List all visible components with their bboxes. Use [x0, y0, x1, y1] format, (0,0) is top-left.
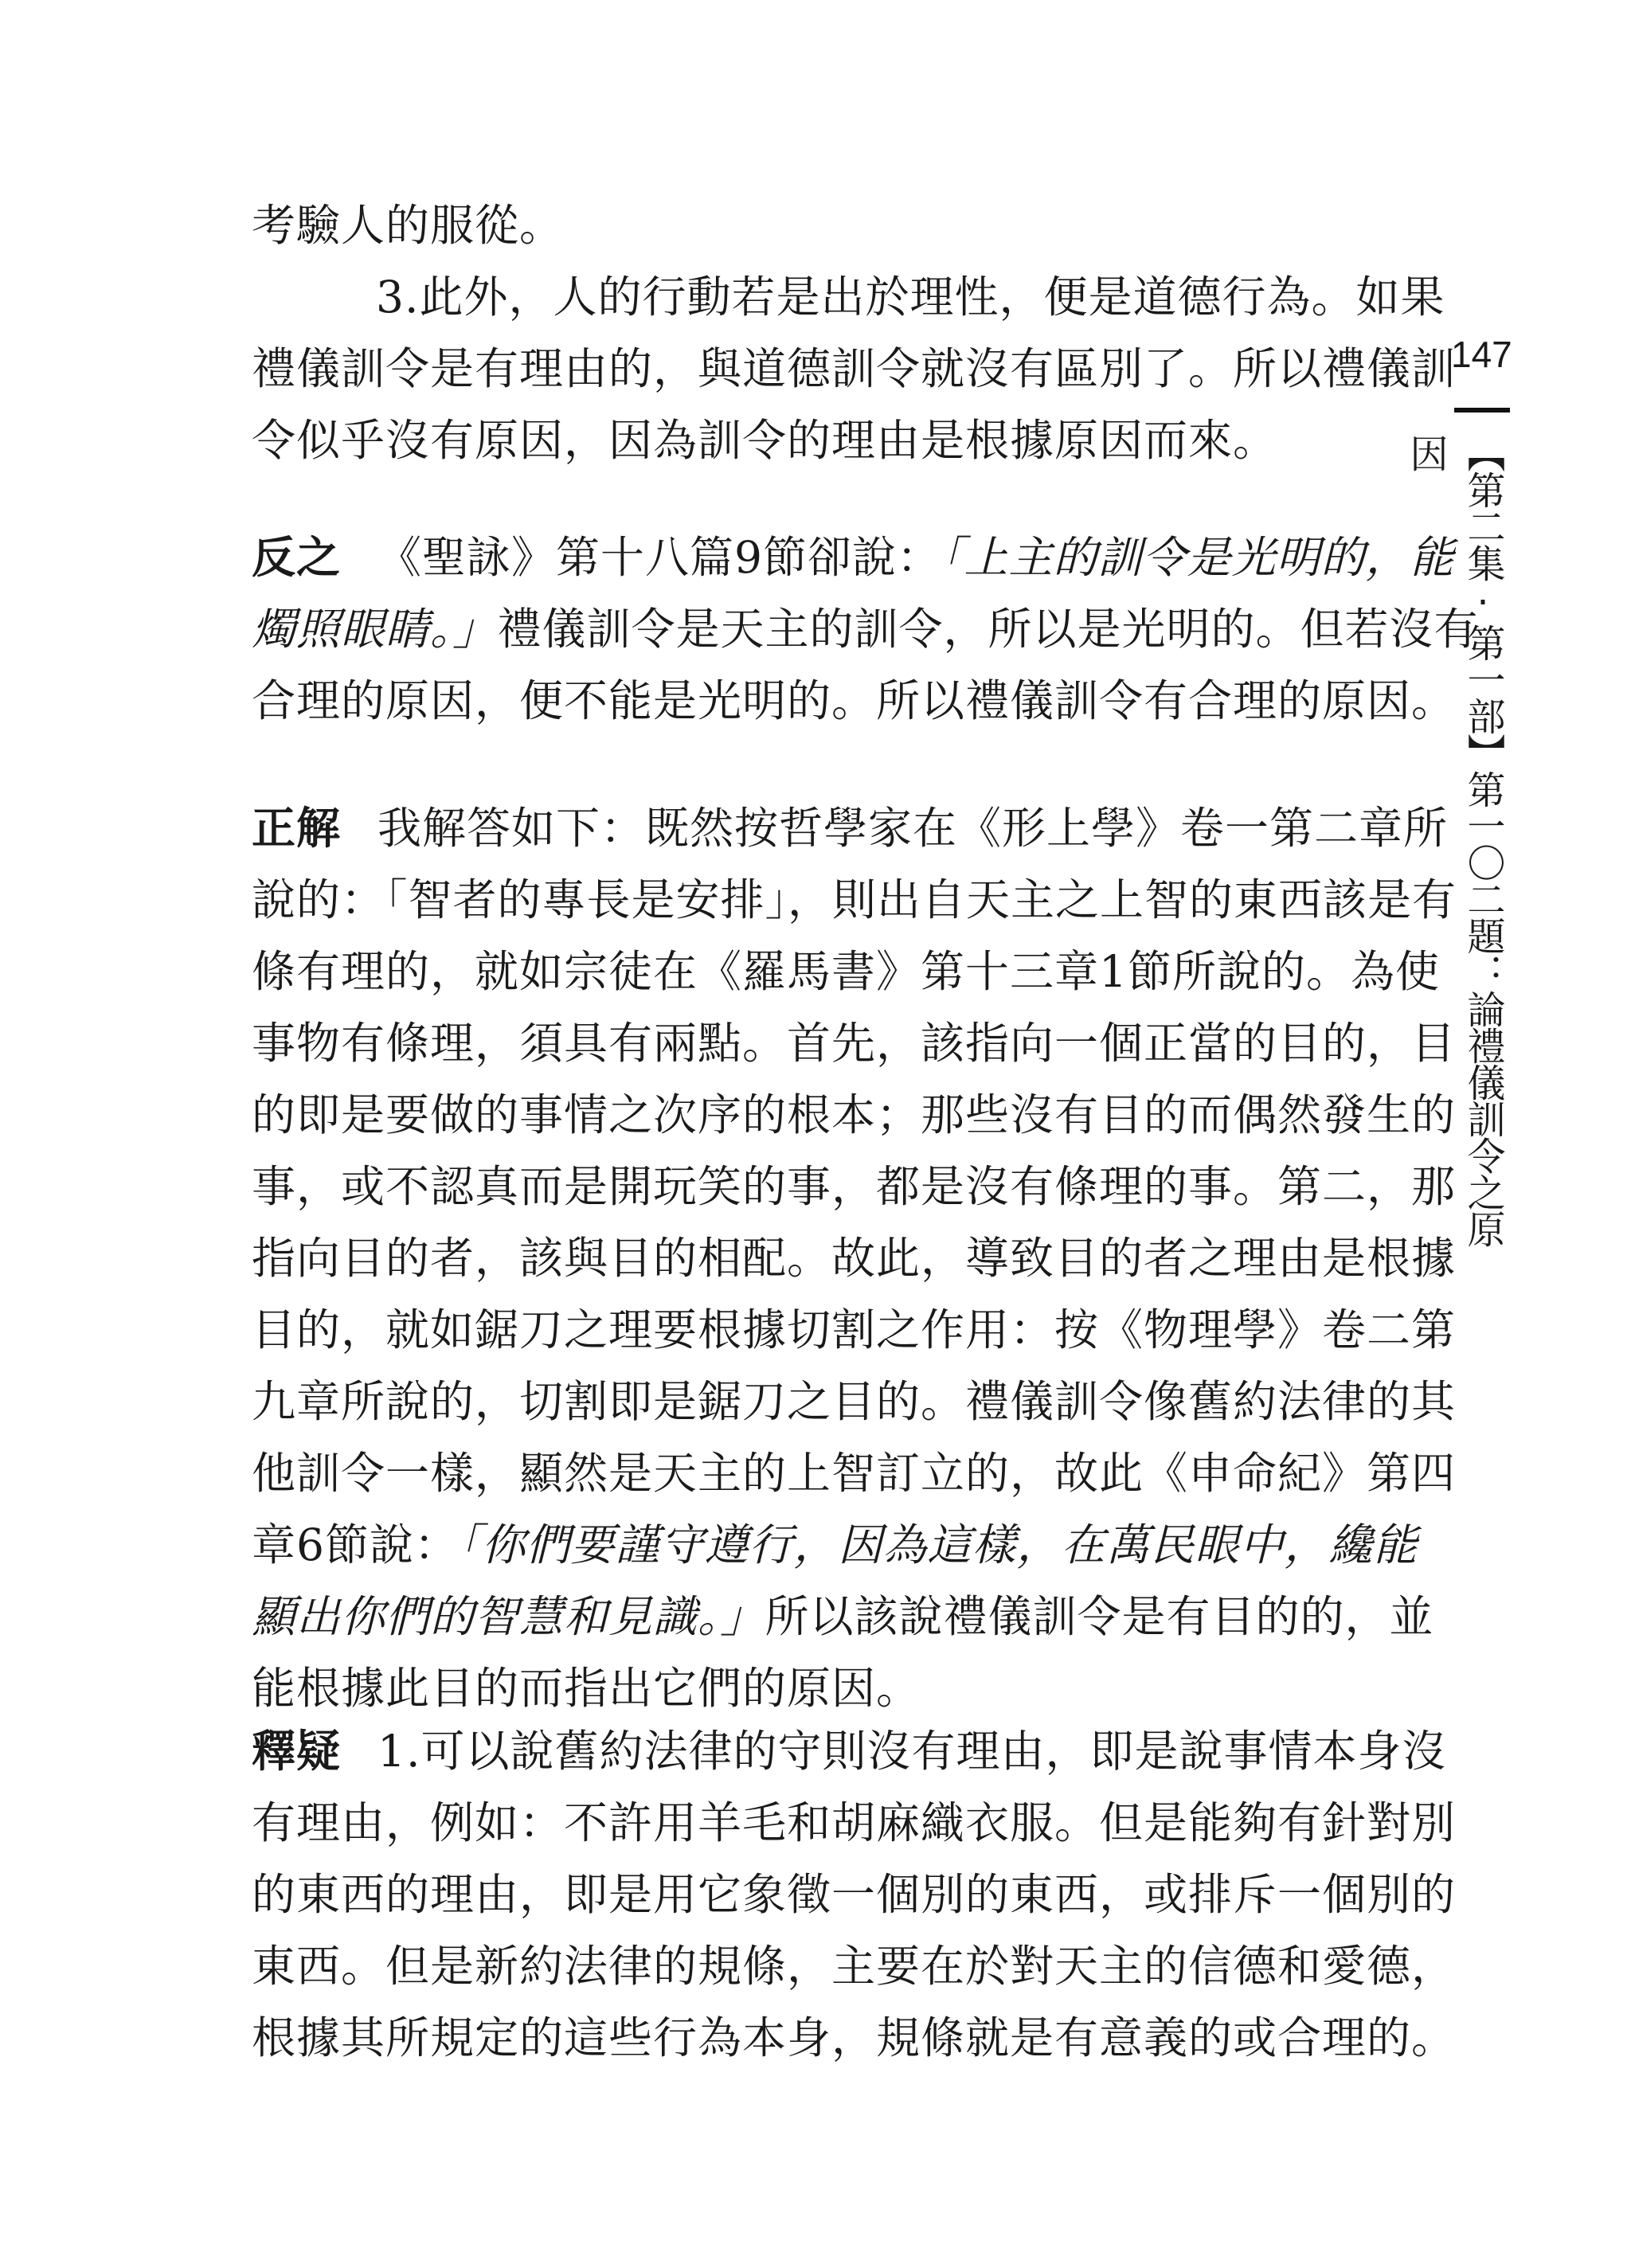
scripture-quote: 顯出你們的智慧和見識。」 — [252, 1591, 765, 1642]
section-heading-ad-primum: 釋疑 — [252, 1726, 342, 1777]
text-line: 事物有條理，須具有兩點。首先，該指向一個正當的目的，目 — [252, 1018, 1457, 1069]
text-span: 《聖詠》第十八篇9節卻說： — [377, 532, 942, 583]
text-line: 九章所說的，切割即是鋸刀之目的。禮儀訓令像舊約法律的其 — [252, 1376, 1457, 1427]
paragraph-sed-contra — [252, 522, 1479, 737]
text-line: 他訓令一樣，顯然是天主的上智訂立的，故此《申命紀》第四 — [252, 1448, 1457, 1499]
text-span: 1.可以說舊約法律的守則沒有理由，即是說事情本身沒 — [377, 1726, 1447, 1777]
margin-rule — [1454, 408, 1510, 413]
text-span: 章6節說： — [252, 1519, 459, 1570]
scripture-quote: 「你們要謹守遵行，因為這樣，在萬民眼中，纔能 — [459, 1519, 1418, 1570]
text-span: 所以該說禮儀訓令是有目的的，並 — [765, 1591, 1434, 1642]
paragraph-ad-primum — [252, 1715, 1457, 2074]
text-span: 我解答如下：既然按哲學家在《形上學》卷一第二章所 — [377, 803, 1449, 854]
text-line: 能根據此目的而指出它們的原因。 — [252, 1663, 921, 1714]
text-line: 條有理的，就如宗徒在《羅馬書》第十三章1節所說的。為使 — [252, 946, 1440, 997]
text-line — [252, 593, 1479, 665]
text-line: 的即是要做的事情之次序的根本；那些沒有目的而偶然發生的 — [252, 1089, 1457, 1140]
text-line: 合理的原因，便不能是光明的。所以禮儀訓令有合理的原因。 — [252, 675, 1457, 726]
text-line: 有理由，例如：不許用羊毛和胡麻織衣服。但是能夠有針對別 — [252, 1797, 1457, 1848]
paragraph-objection-continued — [252, 190, 1457, 476]
text-line: 目的，就如鋸刀之理要根據切割之作用：按《物理學》卷二第 — [252, 1304, 1457, 1355]
text-line — [252, 1715, 1447, 1787]
scripture-quote: 「上主的訓令是光明的，能 — [941, 532, 1455, 583]
text-span: 禮儀訓令是天主的訓令，所以是光明的。但若沒有 — [497, 604, 1479, 655]
text-line — [252, 1581, 1434, 1652]
text-line: 的東西的理由，即是用它象徵一個別的東西，或排斥一個別的 — [252, 1869, 1457, 1920]
text-line: 令似乎沒有原因，因為訓令的理由是根據原因而來。 — [252, 415, 1278, 466]
text-line — [252, 522, 1455, 593]
text-line: 3.此外，人的行動若是出於理性，便是道德行為。如果 — [376, 272, 1445, 323]
section-heading-respondeo: 正解 — [252, 803, 342, 854]
text-line — [252, 1509, 1418, 1581]
section-heading-sed-contra: 反之 — [252, 532, 342, 583]
running-head: 【第二集·第一部】第一〇二題：論禮儀訓令之原因 — [1403, 434, 1505, 1246]
text-line: 禮儀訓令是有理由的，與道德訓令就沒有區別了。所以禮儀訓 — [252, 343, 1457, 394]
text-line: 說的：「智者的專長是安排」，則出自天主之上智的東西該是有 — [252, 874, 1457, 925]
text-line: 指向目的者，該與目的相配。故此，導致目的者之理由是根據 — [252, 1233, 1457, 1284]
text-line: 根據其所規定的這些行為本身，規條就是有意義的或合理的。 — [252, 2012, 1457, 2063]
text-line: 考驗人的服從。 — [252, 200, 565, 251]
page-number: 147 — [1451, 334, 1512, 375]
paragraph-respondeo — [252, 792, 1457, 1724]
scripture-quote: 燭照眼睛。」 — [252, 604, 498, 655]
text-line: 事，或不認真而是開玩笑的事，都是沒有條理的事。第二，那 — [252, 1161, 1457, 1212]
text-line: 東西。但是新約法律的規條，主要在於對天主的信德和愛德， — [252, 1941, 1457, 1992]
text-line — [252, 792, 1449, 864]
